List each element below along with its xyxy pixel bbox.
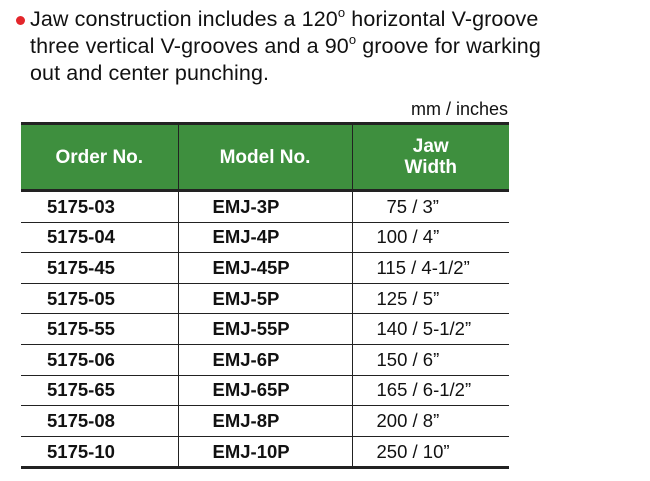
order-no-cell: 5175-05 — [21, 283, 178, 314]
description-text: horizontal V-groove — [345, 7, 539, 31]
units-label: mm / inches — [410, 99, 508, 119]
table-row — [21, 375, 509, 406]
table-row — [21, 283, 509, 314]
jaw-width-cell: 100 / 4” — [352, 222, 509, 253]
table-row — [21, 344, 509, 375]
order-no-cell: 5175-03 — [21, 191, 178, 223]
model-no-cell: EMJ-8P — [178, 406, 352, 437]
model-no-cell: EMJ-55P — [178, 314, 352, 345]
spec-table — [21, 122, 509, 469]
jaw-width-cell: 115 / 4-1/2” — [352, 253, 509, 284]
jaw-width-cell: 140 / 5-1/2” — [352, 314, 509, 345]
model-no-cell: EMJ-6P — [178, 344, 352, 375]
jaw-width-cell: 200 / 8” — [352, 406, 509, 437]
jaw-width-cell: 165 / 6-1/2” — [352, 375, 509, 406]
order-no-cell: 5175-10 — [21, 436, 178, 468]
bullet-dot-icon — [16, 16, 25, 25]
order-no-cell: 5175-04 — [21, 222, 178, 253]
degree-mark: o — [348, 32, 357, 47]
order-no-cell: 5175-65 — [21, 375, 178, 406]
jaw-width-cell: 75 / 3” — [352, 191, 509, 223]
order-no-cell: 5175-55 — [21, 314, 178, 345]
model-no-cell: EMJ-5P — [178, 283, 352, 314]
model-no-cell: EMJ-3P — [178, 191, 352, 223]
jaw-width-cell: 250 / 10” — [352, 436, 509, 468]
description-text: groove for warking — [356, 34, 541, 58]
order-no-cell: 5175-45 — [21, 253, 178, 284]
header-jaw-width-line1: Jaw — [412, 136, 449, 157]
description-text: Jaw construction includes a 120 — [30, 7, 338, 31]
table-row — [21, 222, 509, 253]
model-no-cell: EMJ-10P — [178, 436, 352, 468]
model-no-cell: EMJ-65P — [178, 375, 352, 406]
feature-description — [14, 6, 644, 87]
table-row — [21, 191, 509, 223]
description-line-2 — [14, 33, 644, 60]
table-row — [21, 253, 509, 284]
table-row — [21, 436, 509, 468]
table-header-row — [21, 124, 509, 191]
order-no-cell: 5175-06 — [21, 344, 178, 375]
table-row — [21, 406, 509, 437]
description-line-3: out and center punching. — [30, 61, 270, 85]
description-line-1 — [14, 6, 644, 33]
order-no-cell: 5175-08 — [21, 406, 178, 437]
model-no-cell: EMJ-4P — [178, 222, 352, 253]
header-jaw-width-line2: Width — [404, 157, 458, 178]
jaw-width-cell: 150 / 6” — [352, 344, 509, 375]
header-model-no: Model No. — [178, 124, 352, 191]
degree-mark: o — [337, 5, 346, 20]
header-order-no: Order No. — [21, 124, 178, 191]
jaw-width-cell: 125 / 5” — [352, 283, 509, 314]
table-row — [21, 314, 509, 345]
description-text: three vertical V-grooves and a 90 — [30, 34, 349, 58]
model-no-cell: EMJ-45P — [178, 253, 352, 284]
header-jaw-width — [352, 124, 509, 191]
